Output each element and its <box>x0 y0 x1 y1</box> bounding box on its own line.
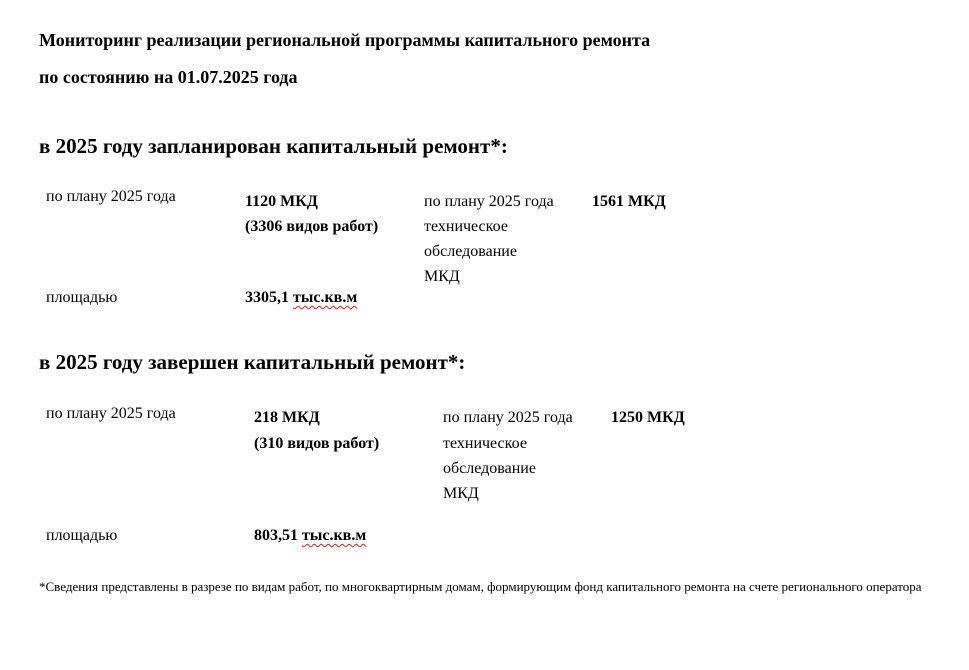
completed-area-label: площадью <box>46 527 118 544</box>
completed-inspection-plan-label: по плану 2025 года <box>443 409 573 426</box>
planned-heading: в 2025 году запланирован капитальный ремонт*: <box>39 134 508 158</box>
completed-heading: в 2025 году завершен капитальный ремонт*: <box>39 350 466 374</box>
completed-mkd-count: 218 МКД <box>254 409 320 426</box>
planned-inspection-count: 1561 МКД <box>592 193 666 210</box>
completed-plan-label: по плану 2025 года <box>46 405 176 422</box>
planned-inspection-line-2: обследование <box>424 243 517 260</box>
completed-area <box>254 527 366 545</box>
completed-works-count: (310 видов работ) <box>254 435 380 452</box>
completed-area-unit: тыс.кв.м <box>302 527 367 544</box>
completed-inspection-line-3: МКД <box>443 485 479 502</box>
planned-area-value: 3305,1 <box>245 289 289 306</box>
report-title: Мониторинг реализации региональной программы капитального ремонта <box>39 30 651 50</box>
completed-inspection-line-2: обследование <box>443 460 536 477</box>
planned-inspection-line-3: МКД <box>424 268 460 285</box>
planned-area-label: площадью <box>46 289 118 306</box>
report-date: по состоянию на 01.07.2025 года <box>39 67 298 87</box>
completed-inspection-line-1: техническое <box>443 435 527 452</box>
planned-inspection-plan-label: по плану 2025 года <box>424 193 554 210</box>
completed-area-value: 803,51 <box>254 527 298 544</box>
planned-inspection-line-1: техническое <box>424 218 508 235</box>
planned-works-count: (3306 видов работ) <box>245 218 379 235</box>
completed-inspection-count: 1250 МКД <box>611 409 685 426</box>
planned-mkd-count: 1120 МКД <box>245 193 318 210</box>
footnote: *Сведения представлены в разрезе по видам работ, по многоквартирным домам, формирующим фонд капитального ремонта на счете регионального оператора <box>39 579 922 594</box>
planned-plan-label: по плану 2025 года <box>46 188 176 205</box>
planned-area <box>245 289 357 307</box>
planned-area-unit: тыс.кв.м <box>293 289 358 306</box>
